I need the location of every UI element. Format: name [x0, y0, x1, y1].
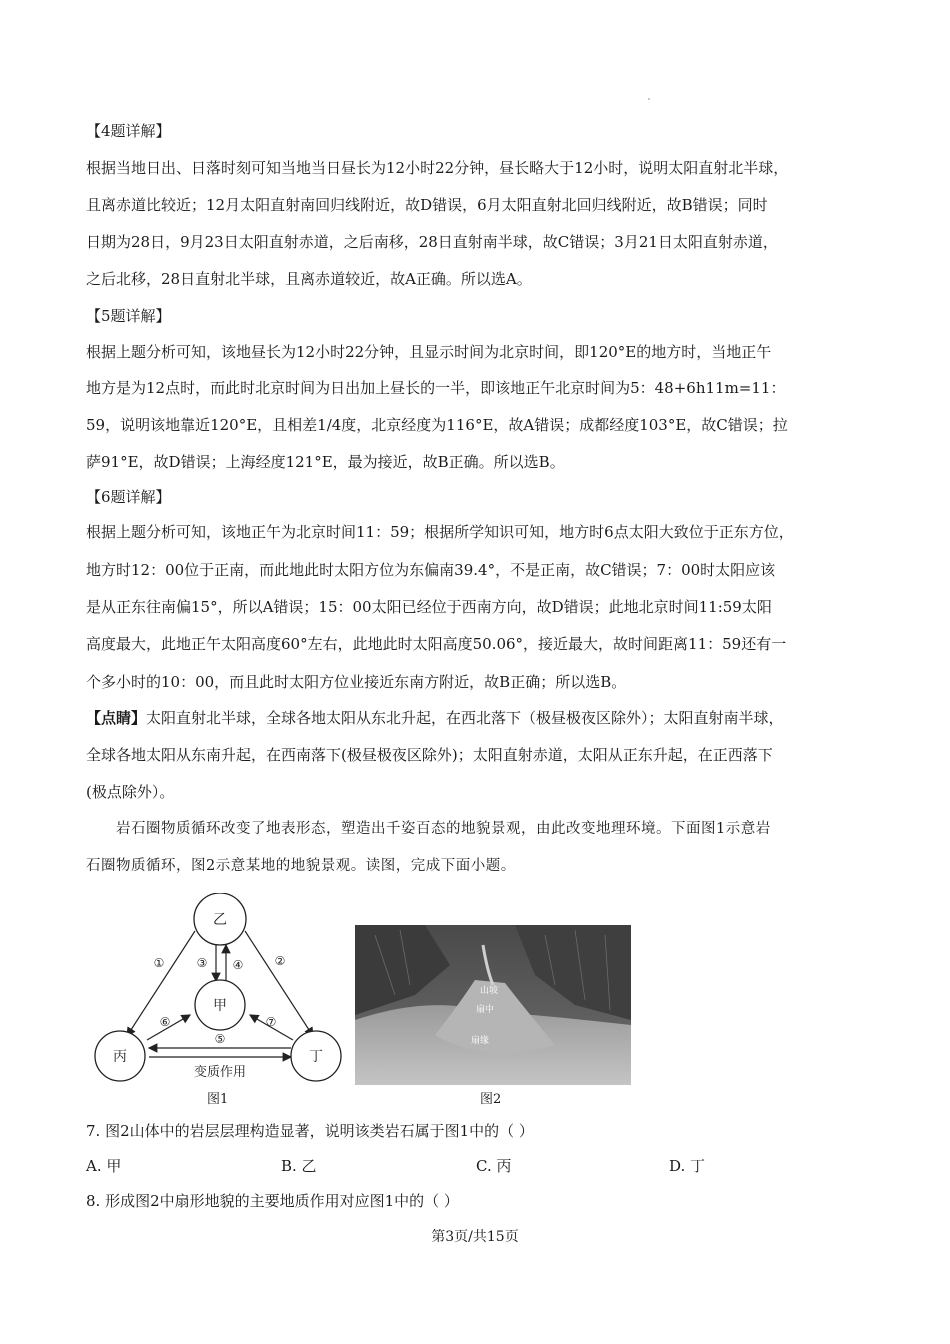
section-4-line-1: 根据当地日出、日落时刻可知当地当日昼长为12小时22分钟，昼长略大于12小时，说明太阳直射北半球，	[86, 159, 789, 177]
node-center-label: 甲	[213, 998, 227, 1014]
section-6-line-3: 是从正东往南偏15°，所以A错误；15：00太阳已经位于西南方向，故D错误；此地北京时间11:59太阳	[86, 598, 772, 616]
node-left-label: 丙	[113, 1049, 127, 1065]
section-6-line-4: 高度最大，此地正午太阳高度60°左右，此地此时太阳高度50.06°，接近最大，故时间距离11：59还有一	[86, 635, 787, 653]
alluvial-fan-photo	[355, 925, 631, 1085]
section-4-line-2: 且离赤道比较近；12月太阳直射南回归线附近，故D错误，6月太阳直射北回归线附近，故B错误；同时	[86, 196, 768, 214]
metamorphism-label: 变质作用	[193, 1065, 247, 1080]
figure-2-caption: 图2	[480, 1092, 502, 1107]
q7-stem: 7. 图2山体中的岩层层理构造显著，说明该类岩石属于图1中的（ ）	[86, 1122, 534, 1140]
arrow-5-label: ⑤	[214, 1032, 226, 1046]
q7-option-d[interactable]: D. 丁	[669, 1157, 706, 1175]
tip-text-1: 太阳直射北半球，全球各地太阳从东北升起，在西北落下（极昼极夜区除外）；太阳直射南半球，	[146, 709, 784, 727]
q7-option-a[interactable]: A. 甲	[86, 1157, 122, 1175]
section-5-line-1: 根据上题分析可知，该地昼长为12小时22分钟，且显示时间为北京时间，即120°E的地方时，当地正午	[86, 343, 772, 361]
arrow-2-label: ②	[274, 954, 286, 968]
arrow-2	[245, 931, 313, 1036]
node-top-label: 乙	[213, 912, 227, 928]
section-6-line-5: 个多小时的10：00，而且此时太阳方位业接近东南方附近，故B正确；所以选B。	[86, 673, 627, 691]
section-5-line-2: 地方是为12点时，而此时北京时间为日出加上昼长的一半，即该地正午北京时间为5：48+6h11m=11：	[86, 379, 786, 397]
tip-line-1	[86, 708, 784, 728]
label-fan-top: 山坡	[479, 986, 499, 996]
arrow-1-label: ①	[153, 956, 165, 970]
node-right-label: 丁	[309, 1049, 323, 1065]
label-fan-edge: 扇缘	[470, 1036, 490, 1046]
section-4-title: 【4题详解】	[86, 122, 171, 140]
section-5-title: 【5题详解】	[86, 307, 171, 325]
section-6-line-1: 根据上题分析可知，该地正午为北京时间11：59；根据所学知识可知，地方时6点太阳大致位于正东方位，	[86, 523, 794, 541]
intro-line-2: 石圈物质循环，图2示意某地的地貌景观。读图，完成下面小题。	[86, 858, 516, 874]
tip-line-2: 全球各地太阳从东南升起，在西南落下(极昼极夜区除外)；太阳直射赤道，太阳从正东升起，在正西落下	[86, 746, 773, 764]
section-5-line-3: 59，说明该地靠近120°E，且相差1/4度，北京经度为116°E，故A错误；成都经度103°E，故C错误；拉	[86, 416, 788, 434]
q7-option-b[interactable]: B. 乙	[281, 1157, 317, 1175]
tip-line-3: (极点除外）。	[86, 783, 175, 801]
tip-label: 【点睛】	[86, 709, 147, 727]
section-4-line-3: 日期为28日，9月23日太阳直射赤道，之后南移，28日直射南半球，故C错误；3月21日太阳直射赤道，	[86, 233, 778, 251]
section-6-line-2: 地方时12：00位于正南，而此地此时太阳方位为东偏南39.4°，不是正南，故C错误；7：00时太阳应该	[86, 561, 776, 579]
q8-stem: 8. 形成图2中扇形地貌的主要地质作用对应图1中的（ ）	[86, 1192, 459, 1210]
speck	[648, 98, 650, 100]
label-fan-middle: 扇中	[475, 1005, 495, 1015]
page-footer: 第3页/共15页	[431, 1229, 519, 1245]
section-5-line-4: 萨91°E，故D错误；上海经度121°E，最为接近，故B正确。所以选B。	[86, 453, 565, 471]
figure-1-caption: 图1	[207, 1092, 229, 1107]
arrow-4-label: ④	[232, 958, 244, 972]
arrow-3-label: ③	[196, 956, 208, 970]
arrow-6-label: ⑥	[159, 1015, 171, 1029]
arrow-7-label: ⑦	[265, 1015, 277, 1029]
section-6-title: 【6题详解】	[86, 488, 171, 506]
rock-cycle-diagram	[92, 893, 352, 1083]
q7-option-c[interactable]: C. 丙	[476, 1157, 512, 1175]
intro-line-1: 岩石圈物质循环改变了地表形态，塑造出千姿百态的地貌景观，由此改变地理环境。下面图1示意岩	[116, 821, 771, 837]
section-4-line-4: 之后北移，28日直射北半球，且离赤道较近，故A正确。所以选A。	[86, 270, 532, 288]
